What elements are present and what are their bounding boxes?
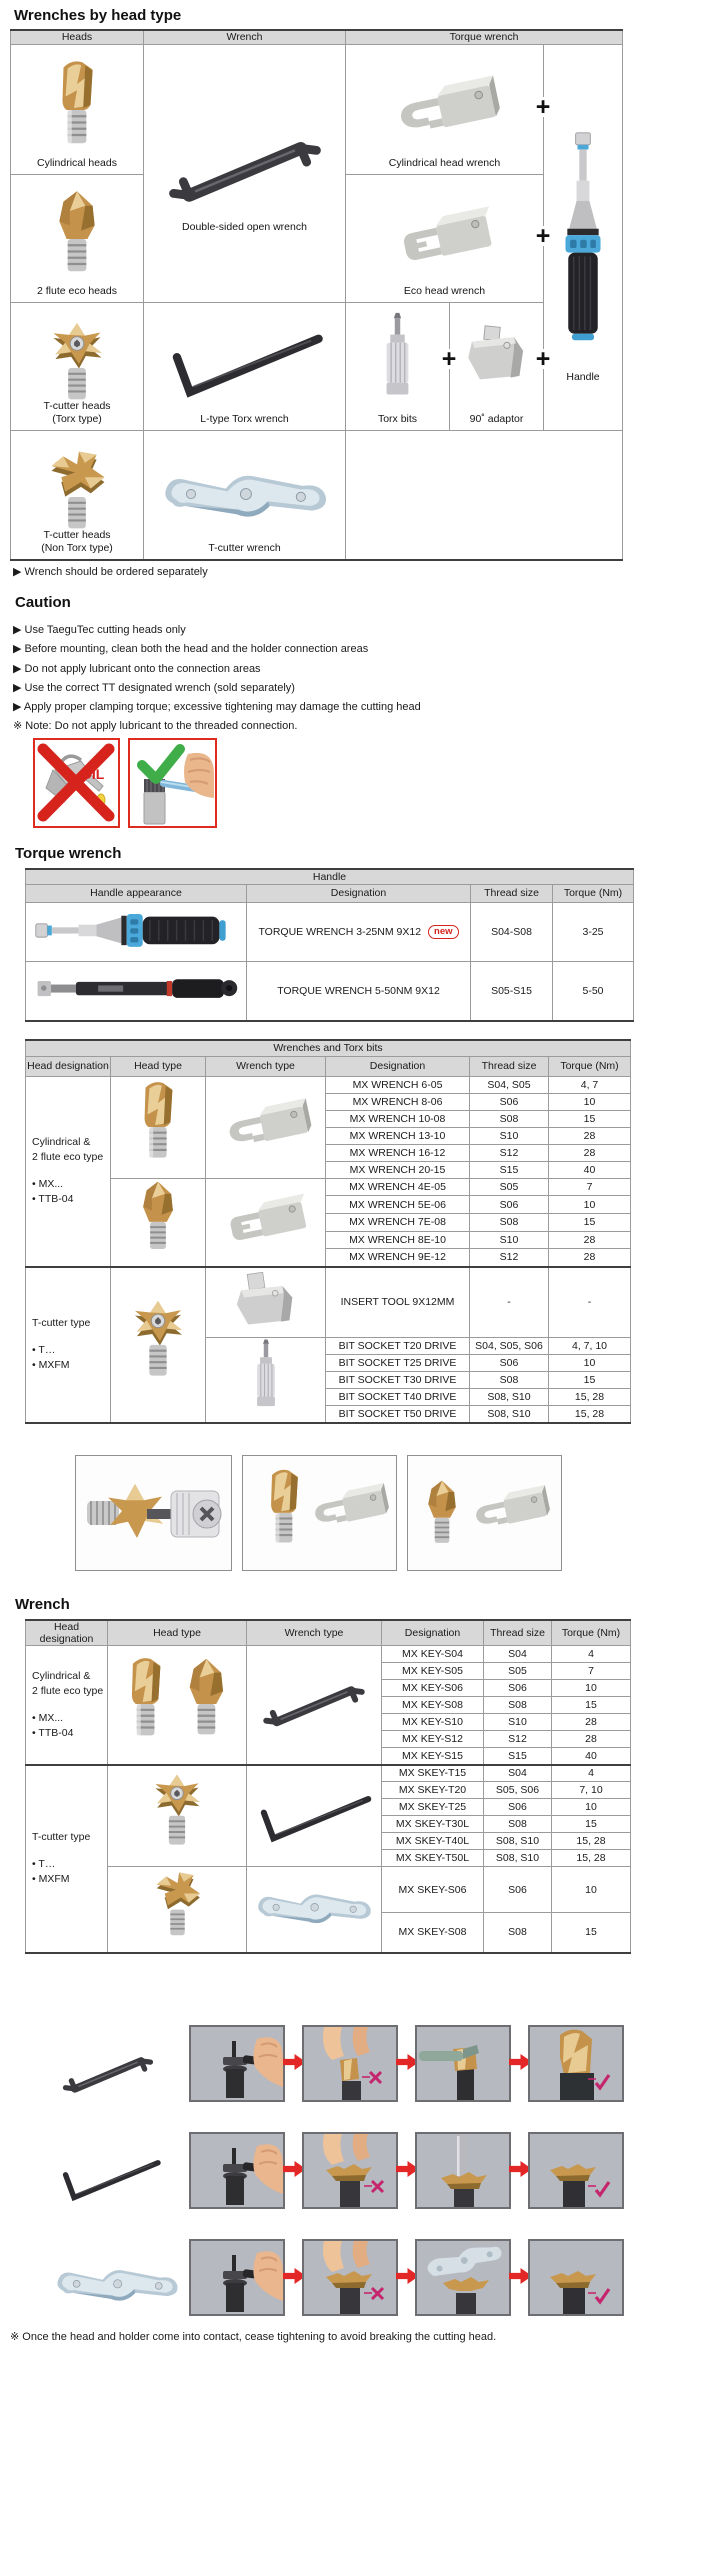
wrench-type-eco [206,1178,326,1267]
caption-cylindrical-heads: Cylindrical heads [37,156,117,169]
caption-tcutter-torx-1: T-cutter heads [43,399,111,412]
cell-torque: 5-50 [553,961,634,1021]
torque-cell: 10 [549,1196,631,1214]
instruction-tool-l-torx-wrench [46,2146,174,2211]
torque-wrench-title: Torque wrench [15,845,122,862]
designation-cell: MX KEY-S10 [382,1714,484,1731]
cell-handle-appearance [26,961,247,1021]
no-oil-pictogram [33,738,120,828]
group1-bullet2: • TTB-04 [32,1726,74,1739]
tcutter-wrench-image [52,2255,182,2314]
caption-90-adaptor: 90˚ adaptor [469,412,524,425]
designation-cell: BIT SOCKET T20 DRIVE [326,1338,470,1355]
cell-handle-appearance [26,902,247,961]
cell-handle [544,44,623,430]
tighten-with-wrench-photo [191,2241,283,2314]
torque-handle-image [557,131,609,343]
designation-cell: MX SKEY-T15 [382,1765,484,1782]
oil-can-crossed-icon [35,740,118,826]
torque-cell: 15 [552,1816,631,1833]
cylindrical-head-image [50,59,104,159]
new-badge: new [428,925,458,939]
instruction-photo-wrong [302,2025,398,2102]
caution-item: ▶ Before mounting, clean both the head and the holder connection areas [13,643,369,656]
wrench-type-tcutter [247,1867,382,1953]
torque-cell: 28 [549,1144,631,1161]
wrench-title: Wrench [15,1596,70,1613]
thread-size-cell: S12 [470,1249,549,1267]
open-wrench-image [251,1667,377,1739]
torque-cell: 15 [549,1213,631,1231]
thread-size-cell: S06 [484,1799,552,1816]
designation-cell: MX SKEY-T50L [382,1850,484,1867]
thread-size-cell: S08 [484,1913,552,1953]
thread-size-cell: S08 [470,1372,549,1389]
cylindrical-head-image [133,1080,183,1172]
instruction-photo-step3 [415,2239,511,2316]
tcutter-torx-head-image [148,1769,206,1859]
wrenches-torx-bits-table [25,1039,631,1424]
wrench-type-mx [206,1076,326,1178]
torque-cell: 4 [552,1765,631,1782]
thread-size-cell: S06 [470,1355,549,1372]
head-type-cyl-eco [108,1646,247,1765]
tcutter-wrench-image [253,1880,375,1936]
col-header-designation: Designation [326,1056,470,1076]
torque-cell: - [549,1267,631,1338]
thread-size-cell: S08 [470,1110,549,1127]
thread-size-cell: S15 [484,1748,552,1765]
head-designation-cylindrical [26,1076,111,1267]
torque-cell: 28 [549,1249,631,1267]
torque-cell: 10 [552,1799,631,1816]
col-header-head-designation: Head designation [26,1620,108,1646]
torque-cell: 7, 10 [552,1782,631,1799]
head-type-tcutter-torx [108,1765,247,1867]
torque-cell: 7 [552,1663,631,1680]
caution-item: ▶ Use the correct TT designated wrench (sold separately) [13,681,295,694]
designation-cell: MX WRENCH 8E-10 [326,1231,470,1249]
eco-head-wrench-image [386,202,504,274]
designation-cell: MX WRENCH 10-08 [326,1110,470,1127]
cell-thread-size: S05-S15 [471,961,553,1021]
designation-cell: MX KEY-S05 [382,1663,484,1680]
thread-size-cell: S04, S05, S06 [470,1338,549,1355]
hand-wrench-check-icon [130,740,215,826]
torque-handle-5-50-image [34,971,239,1007]
instruction-photo-wrong [302,2239,398,2316]
col-header-head-type: Head type [111,1056,206,1076]
caption-cylindrical-head-wrench: Cylindrical head wrench [388,156,501,169]
cell-90-adaptor [450,302,544,430]
thread-size-cell: S08, S10 [484,1850,552,1867]
torque-cell: 28 [549,1127,631,1144]
designation-cell: MX KEY-S15 [382,1748,484,1765]
caption-l-type-torx-wrench: L-type Torx wrench [200,412,289,425]
torque-cell: 15, 28 [549,1389,631,1406]
instruction-photo-step3 [415,2132,511,2209]
designation-cell: MX WRENCH 13-10 [326,1127,470,1144]
thread-size-cell: S06 [484,1680,552,1697]
caption-2-flute-eco-heads: 2 flute eco heads [37,284,117,297]
cell-double-sided-open-wrench [144,44,346,302]
torx-driver-photo [417,2134,509,2207]
designation-cell: BIT SOCKET T50 DRIVE [326,1406,470,1423]
group1-bullet1: • MX... [32,1178,64,1190]
cell-2-flute-eco-heads [11,174,144,302]
thread-size-cell: S12 [484,1731,552,1748]
col-header-thread-size: Thread size [470,1056,549,1076]
designation-cell: MX SKEY-T40L [382,1833,484,1850]
head-designation-tcutter [26,1765,108,1953]
col-header-torque: Torque (Nm) [553,884,634,902]
wrench-type-insert-tool [206,1267,326,1338]
torque-cell: 28 [552,1731,631,1748]
cylindrical-and-eco-heads-image [118,1654,236,1752]
insert-tool-image [223,1269,309,1333]
designation-cell: MX KEY-S12 [382,1731,484,1748]
instruction-photo-correct [528,2132,624,2209]
90-adaptor-image [456,322,538,392]
cell-empty [346,430,623,560]
head-type-cylindrical [111,1076,206,1178]
head-type-tcutter-torx [111,1267,206,1423]
caution-list [13,621,421,737]
thread-size-cell: S15 [470,1161,549,1178]
instruction-photo-correct [528,2239,624,2316]
torque-cell: 10 [549,1355,631,1372]
caution-item: ▶ Do not apply lubricant onto the connection areas [13,662,261,675]
designation-cell: MX SKEY-T30L [382,1816,484,1833]
designation-cell: MX SKEY-T25 [382,1799,484,1816]
col-header-wrench-type: Wrench type [206,1056,326,1076]
group2-bullet1: • T… [32,1344,56,1356]
col-header-heads: Heads [11,30,144,44]
thread-size-cell: S08 [470,1213,549,1231]
instruction-photo-step3 [415,2025,511,2102]
correct-mounting-pictogram [128,738,217,828]
caption-tcutter-nontorx-1: T-cutter heads [43,529,111,541]
thread-size-cell: S06 [470,1196,549,1214]
col-header-thread-size: Thread size [484,1620,552,1646]
designation-cell: MX WRENCH 9E-12 [326,1249,470,1267]
torque-cell: 15, 28 [549,1406,631,1423]
torque-cell: 4, 7, 10 [549,1338,631,1355]
mounted-correct-photo [530,2134,622,2207]
col-header-designation: Designation [382,1620,484,1646]
thread-size-cell: S08, S10 [470,1406,549,1423]
col-header-torque: Torque (Nm) [552,1620,631,1646]
torque-cell: 15, 28 [552,1833,631,1850]
group-header: Wrenches and Torx bits [26,1040,631,1056]
group2-bullet2: • MXFM [32,1873,70,1885]
torque-cell: 4, 7 [549,1076,631,1093]
wrench-type-bit-socket [206,1338,326,1423]
l-torx-wrench-image [46,2146,174,2206]
cell-cylindrical-head-wrench [346,44,544,174]
instruction-photo-correct [528,2025,624,2102]
cell-designation: TORQUE WRENCH 5-50NM 9X12 [247,961,471,1021]
caption-torx-bits: Torx bits [377,412,418,425]
thread-size-cell: S05, S06 [484,1782,552,1799]
designation-cell: MX SKEY-S08 [382,1913,484,1953]
torque-cell: 40 [549,1161,631,1178]
plus-sign: + [535,345,551,373]
eco-head-wrench-pair-image [411,1461,559,1565]
thread-size-cell: S06 [470,1093,549,1110]
plus-sign: + [535,222,551,250]
designation-cell: MX WRENCH 6-05 [326,1076,470,1093]
tcutter-torx-head-image [127,1295,189,1391]
thread-size-cell: S08 [484,1816,552,1833]
cell-tcutter-nontorx-heads [11,430,144,560]
cell-designation [247,902,471,961]
caption-eco-head-wrench: Eco head wrench [403,284,486,297]
tcutter-wrench-on-head-photo [417,2241,509,2314]
thread-size-cell: S10 [484,1714,552,1731]
caption-double-sided-open-wrench: Double-sided open wrench [182,220,307,233]
thread-size-cell: S06 [484,1867,552,1913]
instruction-photo-tighten [189,2025,285,2102]
l-type-torx-wrench-image [159,313,331,405]
group2-line1: T-cutter type [32,1317,91,1329]
group1-bullet2: • TTB-04 [32,1193,74,1205]
bottom-note: ※ Once the head and holder come into contact, cease tightening to avoid breaking the cutting head. [10,2331,497,2343]
torque-cell: 40 [552,1748,631,1765]
torx-head-bit-socket-image [79,1461,229,1565]
caption-handle: Handle [566,370,600,383]
thread-size-cell: S08, S10 [470,1389,549,1406]
designation-cell: MX WRENCH 20-15 [326,1161,470,1178]
thread-size-cell: S04, S05 [470,1076,549,1093]
cell-thread-size: S04-S08 [471,902,553,961]
designation-text: TORQUE WRENCH 3-25NM 9X12 [258,925,422,938]
eco-wrench-image [215,1190,317,1252]
col-header-thread-size: Thread size [471,884,553,902]
cylindrical-head-wrench-image [383,72,507,146]
group2-bullet1: • T… [32,1858,56,1870]
plus-sign: + [535,93,551,121]
group1-bullet1: • MX... [32,1711,64,1724]
bit-socket-image [250,1338,282,1418]
tcutter-nontorx-head-image [150,1868,205,1948]
torque-cell: 15 [552,1913,631,1953]
group2-bullet2: • MXFM [32,1359,70,1371]
wrench-type-l-torx [247,1765,382,1867]
col-header-head-designation: Head designation [26,1056,111,1076]
caution-title: Caution [15,594,71,611]
designation-cell: INSERT TOOL 9X12MM [326,1267,470,1338]
designation-cell: BIT SOCKET T30 DRIVE [326,1372,470,1389]
head-type-table [10,29,622,561]
open-wrench-image [38,2040,178,2104]
instruction-tool-tcutter-wrench [52,2255,182,2319]
thread-size-cell: S05 [484,1663,552,1680]
cylindrical-head-wrench-pair-image [246,1461,394,1565]
designation-cell: BIT SOCKET T25 DRIVE [326,1355,470,1372]
torque-cell: 28 [552,1714,631,1731]
thread-size-cell: S04 [484,1646,552,1663]
designation-cell: MX WRENCH 5E-06 [326,1196,470,1214]
wrench-table [25,1619,631,1954]
caption-tcutter-wrench: T-cutter wrench [208,542,281,554]
caution-item: ▶ Use TaeguTec cutting heads only [13,624,186,636]
double-sided-open-wrench-image [152,113,338,221]
cell-tcutter-wrench [144,430,346,560]
photo-eco-head-with-wrench [407,1455,562,1571]
designation-cell: MX KEY-S04 [382,1646,484,1663]
l-torx-wrench-image [253,1780,375,1848]
designation-cell: MX KEY-S06 [382,1680,484,1697]
cell-torx-bits [346,302,450,430]
group1-line2: 2 flute eco type [32,1151,104,1163]
group2-line1: T-cutter type [32,1831,91,1843]
torx-bits-image [379,311,416,409]
group1-line1: Cylindrical & [32,1669,91,1682]
torque-cell: 15 [549,1372,631,1389]
cell-l-type-torx-wrench [144,302,346,430]
group-header-handle: Handle [26,869,634,884]
designation-cell: MX WRENCH 7E-08 [326,1213,470,1231]
caution-red-note: ※ Note: Do not apply lubricant to the threaded connection. [13,720,298,733]
thread-size-cell: S04 [484,1765,552,1782]
instruction-photo-tighten [189,2132,285,2209]
oil-label: OIL [81,766,105,782]
head-designation-cylindrical [26,1646,108,1765]
col-header-torque-wrench: Torque wrench [346,30,623,44]
caution-item: ▶ Apply proper clamping torque; excessive tightening may damage the cutting head [13,701,421,714]
col-header-wrench: Wrench [144,30,346,44]
torque-handle-3-25-image [34,909,239,951]
eco-head-image [50,188,104,288]
torque-cell: 10 [552,1867,631,1913]
designation-cell: BIT SOCKET T40 DRIVE [326,1389,470,1406]
finger-tight-wrong-photo [304,2241,396,2314]
torque-cell: 4 [552,1646,631,1663]
photo-cylindrical-head-with-wrench [242,1455,397,1571]
mounted-correct-photo [530,2241,622,2314]
torque-cell: 10 [552,1680,631,1697]
page-title: Wrenches by head type [14,7,182,24]
col-header-wrench-type: Wrench type [247,1620,382,1646]
designation-cell: MX WRENCH 16-12 [326,1144,470,1161]
cell-cylindrical-heads [11,44,144,174]
designation-cell: MX KEY-S08 [382,1697,484,1714]
eco-head-image [133,1179,183,1263]
group1-line2: 2 flute eco type [32,1684,104,1697]
col-header-torque: Torque (Nm) [549,1056,631,1076]
handle-table [25,868,634,1022]
designation-cell: MX SKEY-T20 [382,1782,484,1799]
mx-wrench-image [215,1095,317,1157]
torque-cell: 15 [549,1110,631,1127]
designation-cell: MX WRENCH 8-06 [326,1093,470,1110]
head-type-eco [111,1178,206,1267]
torque-cell: 28 [549,1231,631,1249]
instruction-photo-tighten [189,2239,285,2316]
plus-sign: + [441,345,457,373]
instruction-tool-open-wrench [38,2040,178,2109]
cell-eco-head-wrench [346,174,544,302]
thread-size-cell: S12 [470,1144,549,1161]
torque-cell: 15, 28 [552,1850,631,1867]
designation-cell: MX WRENCH 4E-05 [326,1178,470,1196]
thread-size-cell: - [470,1267,549,1338]
mounted-correct-photo [530,2027,622,2100]
wrench-type-open [247,1646,382,1765]
finger-tight-wrong-photo [304,2134,396,2207]
thread-size-cell: S08, S10 [484,1833,552,1850]
head-designation-tcutter [26,1267,111,1423]
cell-torque: 3-25 [553,902,634,961]
caption-tcutter-nontorx-2: (Non Torx type) [41,542,113,554]
torque-cell: 7 [549,1178,631,1196]
finger-tight-wrong-photo [304,2027,396,2100]
designation-cell: MX SKEY-S06 [382,1867,484,1913]
group1-line1: Cylindrical & [32,1136,91,1148]
head-type-tcutter-nontorx [108,1867,247,1953]
torque-cell: 15 [552,1697,631,1714]
caption-tcutter-torx-2: (Torx type) [52,412,102,425]
wrench-order-footnote: ▶ Wrench should be ordered separately [13,566,208,578]
instruction-photo-wrong [302,2132,398,2209]
col-header-handle-appearance: Handle appearance [26,884,247,902]
tcutter-wrench-image [158,455,332,535]
col-header-designation: Designation [247,884,471,902]
tighten-with-wrench-photo [191,2027,283,2100]
hold-head-photo [417,2027,509,2100]
thread-size-cell: S10 [470,1231,549,1249]
thread-size-cell: S10 [470,1127,549,1144]
col-header-head-type: Head type [108,1620,247,1646]
torque-cell: 10 [549,1093,631,1110]
photo-torx-head-with-bit-socket [75,1455,232,1571]
tighten-with-wrench-photo [191,2134,283,2207]
thread-size-cell: S08 [484,1697,552,1714]
thread-size-cell: S05 [470,1178,549,1196]
cell-tcutter-torx-heads [11,302,144,430]
